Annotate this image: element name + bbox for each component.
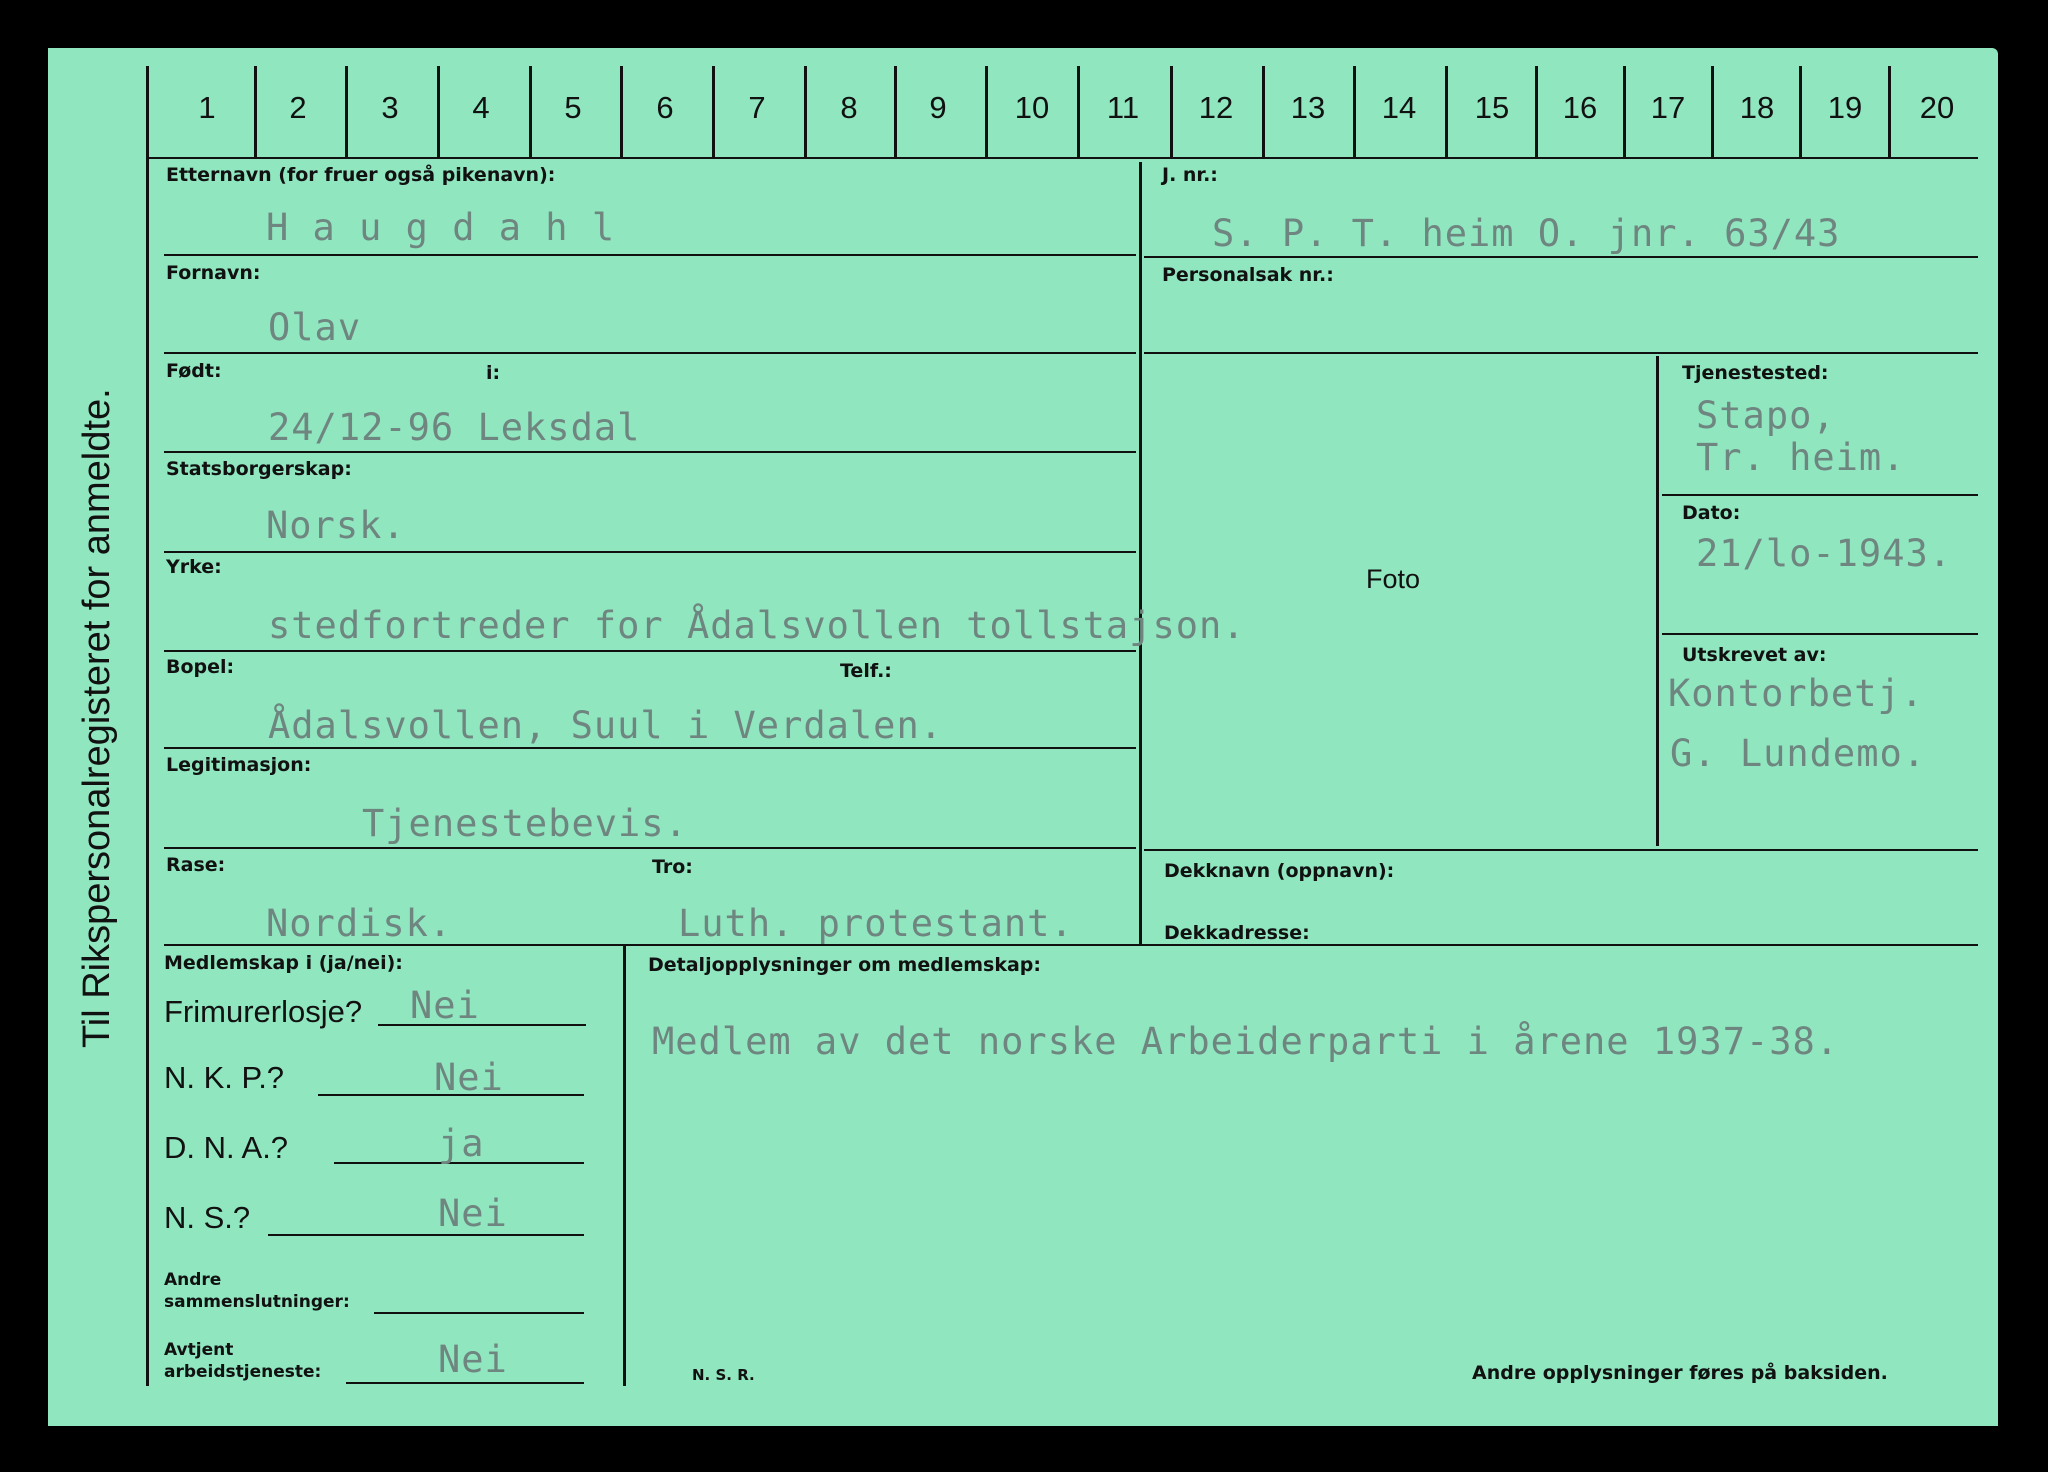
issued-by-label: Utskrevet av: [1682, 644, 1827, 666]
col-sep [437, 66, 440, 158]
column-number: 11 [1106, 90, 1140, 125]
photo-label: Foto [1366, 564, 1421, 594]
column-number: 6 [656, 90, 674, 125]
born-in-label: i: [486, 362, 501, 384]
cover-address-label: Dekkadresse: [1164, 922, 1310, 944]
nkp-value: Nei [434, 1056, 504, 1099]
citizenship-label: Statsborgerskap: [166, 458, 352, 480]
labor-service-label-2: arbeidstjeneste: [164, 1362, 322, 1382]
race-label: Rase: [166, 854, 226, 876]
left-border-line [146, 66, 149, 1386]
jnr-label: J. nr.: [1162, 164, 1218, 186]
personalsak-label: Personalsak nr.: [1162, 264, 1334, 286]
center-divider [1139, 162, 1142, 944]
column-number: 3 [381, 90, 399, 125]
row-line [164, 551, 1136, 553]
freemason-value: Nei [410, 984, 480, 1027]
header-bottom-line [146, 157, 1978, 159]
column-number: 8 [840, 90, 858, 125]
born-label: Født: [166, 360, 222, 382]
row-line [164, 352, 1136, 354]
col-sep [529, 66, 532, 158]
col-sep [345, 66, 348, 158]
date-value: 21/lo-1943. [1696, 532, 1953, 575]
col-sep [985, 66, 988, 158]
row-line [1144, 256, 1978, 258]
identification-label: Legitimasjon: [166, 754, 312, 776]
codename-label: Dekknavn (oppnavn): [1164, 860, 1395, 882]
issued-by-value-1: Kontorbetj. [1668, 672, 1925, 715]
column-number: 19 [1827, 90, 1863, 125]
service-place-label: Tjenestested: [1682, 362, 1829, 384]
surname-value: H a u g d a h l [266, 206, 616, 249]
col-sep [804, 66, 807, 158]
religion-value: Luth. protestant. [678, 902, 1074, 945]
col-sep [712, 66, 715, 158]
identification-value: Tjenestebevis. [362, 802, 688, 845]
fill-line [268, 1234, 584, 1236]
row-line [164, 747, 1136, 749]
col-sep [1623, 66, 1626, 158]
col-sep [1170, 66, 1173, 158]
issued-by-value-2: G. Lundemo. [1670, 732, 1927, 775]
fill-line [374, 1312, 584, 1314]
col-sep [1353, 66, 1356, 158]
occupation-value: stedfortreder for Ådalsvollen tollstajson. [268, 604, 1246, 647]
row-line [164, 254, 1136, 256]
column-number: 5 [564, 90, 582, 125]
col-sep [1077, 66, 1080, 158]
col-sep [620, 66, 623, 158]
nkp-label: N. K. P.? [164, 1060, 285, 1095]
labor-service-value: Nei [438, 1338, 508, 1381]
other-orgs-label-1: Andre [164, 1270, 222, 1290]
col-sep [894, 66, 897, 158]
col-sep [1888, 66, 1891, 158]
foto-divider [1656, 356, 1659, 846]
col-sep [1535, 66, 1538, 158]
dna-value: ja [438, 1122, 485, 1165]
column-number: 4 [472, 90, 490, 125]
jnr-value: S. P. T. heim O. jnr. 63/43 [1212, 212, 1841, 255]
firstname-value: Olav [268, 306, 362, 349]
dna-label: D. N. A.? [164, 1130, 289, 1165]
race-value: Nordisk. [266, 902, 453, 945]
ns-label: N. S.? [164, 1200, 251, 1235]
firstname-label: Fornavn: [166, 262, 261, 284]
side-caption: Til Rikspersonalregisteret for anmeldte. [76, 388, 118, 1048]
occupation-label: Yrke: [166, 556, 222, 578]
column-number: 9 [929, 90, 947, 125]
other-orgs-label-2: sammenslutninger: [164, 1292, 350, 1312]
residence-value: Ådalsvollen, Suul i Verdalen. [268, 704, 944, 747]
column-number: 13 [1290, 90, 1326, 125]
row-line [164, 847, 1136, 849]
details-value: Medlem av det norske Arbeiderparti i årene 1937-38. [652, 1020, 1840, 1063]
surname-label: Etternavn (for fruer også pikenavn): [166, 164, 556, 186]
column-number: 14 [1381, 90, 1417, 125]
membership-label: Medlemskap i (ja/nei): [164, 952, 403, 974]
column-number: 20 [1919, 90, 1955, 125]
row-line [1662, 633, 1978, 635]
col-sep [1711, 66, 1714, 158]
citizenship-value: Norsk. [266, 504, 406, 547]
details-label: Detaljopplysninger om medlemskap: [648, 954, 1041, 976]
column-number: 17 [1650, 90, 1686, 125]
ns-value: Nei [438, 1192, 508, 1235]
service-place-value-1: Stapo, [1696, 394, 1836, 437]
fill-line [346, 1382, 584, 1384]
column-number: 2 [289, 90, 307, 125]
column-number: 7 [748, 90, 766, 125]
row-line [1144, 849, 1978, 851]
phone-label: Telf.: [840, 660, 892, 682]
religion-label: Tro: [652, 856, 693, 878]
col-sep [254, 66, 257, 158]
born-value: 24/12-96 Leksdal [268, 406, 641, 449]
lower-divider [623, 946, 626, 1386]
col-sep [1799, 66, 1802, 158]
residence-label: Bopel: [166, 656, 235, 678]
row-line [164, 650, 1136, 652]
freemason-label: Frimurerlosje? [164, 994, 363, 1029]
column-number: 16 [1562, 90, 1598, 125]
column-number: 12 [1198, 90, 1234, 125]
nsr-mark: N. S. R. [692, 1366, 755, 1384]
column-number: 18 [1739, 90, 1775, 125]
col-sep [1445, 66, 1448, 158]
column-number: 15 [1474, 90, 1510, 125]
col-sep [1262, 66, 1265, 158]
row-line [164, 451, 1136, 453]
service-place-value-2: Tr. heim. [1696, 436, 1906, 479]
footer-note: Andre opplysninger føres på baksiden. [1472, 1362, 1888, 1384]
date-label: Dato: [1682, 502, 1741, 524]
row-line [1144, 352, 1978, 354]
row-line [1662, 494, 1978, 496]
column-number: 1 [198, 90, 216, 125]
column-number: 10 [1014, 90, 1050, 125]
labor-service-label-1: Avtjent [164, 1340, 234, 1360]
